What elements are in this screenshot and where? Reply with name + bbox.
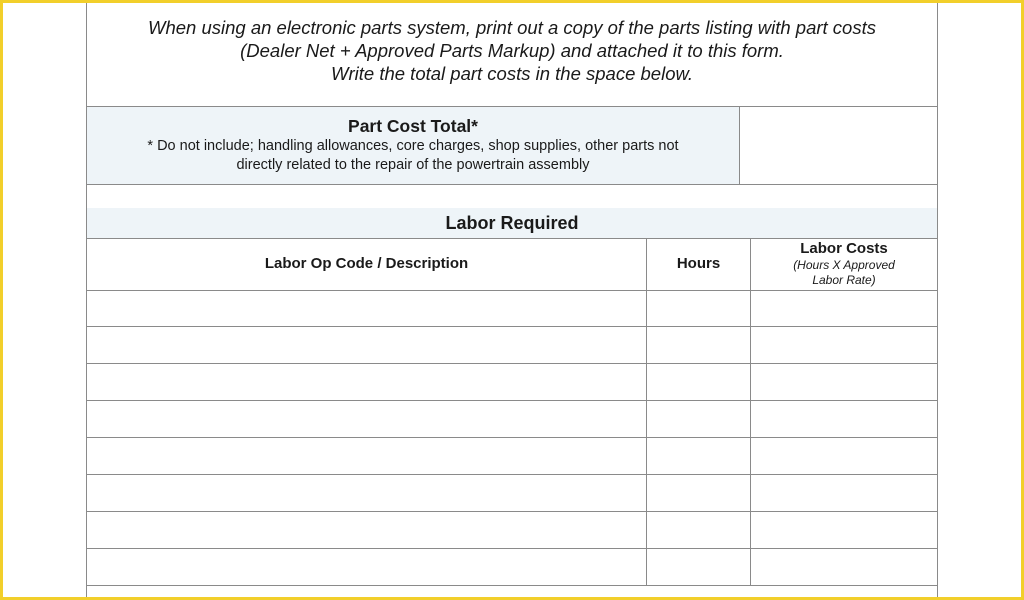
labor-hours-field[interactable]: [647, 512, 751, 548]
labor-cost-field[interactable]: [751, 512, 937, 548]
column-header-description: Labor Op Code / Description: [87, 238, 647, 290]
labor-hours-field[interactable]: [647, 401, 751, 437]
labor-hours-field[interactable]: [647, 364, 751, 400]
labor-cost-field[interactable]: [751, 549, 937, 585]
labor-description-field[interactable]: [87, 549, 647, 585]
labor-hours-field[interactable]: [647, 290, 751, 326]
table-row: [87, 438, 937, 475]
labor-cost-field[interactable]: [751, 327, 937, 363]
labor-description-field[interactable]: [87, 512, 647, 548]
labor-description-field[interactable]: [87, 290, 647, 326]
labor-description-field[interactable]: [87, 438, 647, 474]
part-cost-note-line-1: * Do not include; handling allowances, core charges, shop supplies, other parts not: [147, 138, 679, 154]
instructions-line-1: When using an electronic parts system, print out a copy of the parts listing with part costs: [147, 17, 876, 38]
labor-description-field[interactable]: [87, 475, 647, 511]
labor-table-body: [87, 290, 937, 586]
labor-table-header: [87, 238, 937, 291]
labor-costs-sub-line-2: Labor Rate): [812, 273, 876, 287]
part-cost-row: [87, 107, 937, 185]
labor-cost-field[interactable]: [751, 401, 937, 437]
labor-cost-field[interactable]: [751, 290, 937, 326]
table-row: [87, 512, 937, 549]
column-header-labor-costs: [751, 238, 937, 290]
labor-description-field[interactable]: [87, 327, 647, 363]
table-row: [87, 475, 937, 512]
labor-costs-subheading: [751, 258, 937, 288]
part-cost-label-cell: [87, 107, 740, 184]
part-cost-total-field[interactable]: [740, 107, 937, 184]
table-row: [87, 364, 937, 401]
column-header-hours: Hours: [647, 238, 751, 290]
part-cost-note-line-2: directly related to the repair of the powertrain assembly: [236, 157, 590, 173]
labor-costs-sub-line-1: (Hours X Approved: [793, 258, 895, 272]
repair-form: [86, 0, 938, 600]
labor-description-field[interactable]: [87, 401, 647, 437]
table-row: [87, 401, 937, 438]
part-cost-title: Part Cost Total*: [348, 116, 478, 136]
table-row: [87, 327, 937, 364]
part-cost-note: [87, 137, 739, 175]
instructions-line-2: (Dealer Net + Approved Parts Markup) and attached it to this form.: [240, 40, 784, 61]
table-row: [87, 290, 937, 327]
labor-cost-field[interactable]: [751, 364, 937, 400]
instructions-block: [87, 0, 937, 107]
labor-hours-field[interactable]: [647, 438, 751, 474]
labor-cost-field[interactable]: [751, 438, 937, 474]
labor-hours-field[interactable]: [647, 327, 751, 363]
labor-hours-field[interactable]: [647, 475, 751, 511]
labor-costs-heading: Labor Costs: [800, 240, 888, 257]
instructions-line-3: Write the total part costs in the space below.: [331, 63, 693, 84]
labor-required-title: Labor Required: [87, 208, 937, 239]
spacer-row: [87, 184, 937, 209]
labor-description-field[interactable]: [87, 364, 647, 400]
table-row: [87, 549, 937, 586]
labor-cost-field[interactable]: [751, 475, 937, 511]
labor-hours-field[interactable]: [647, 549, 751, 585]
